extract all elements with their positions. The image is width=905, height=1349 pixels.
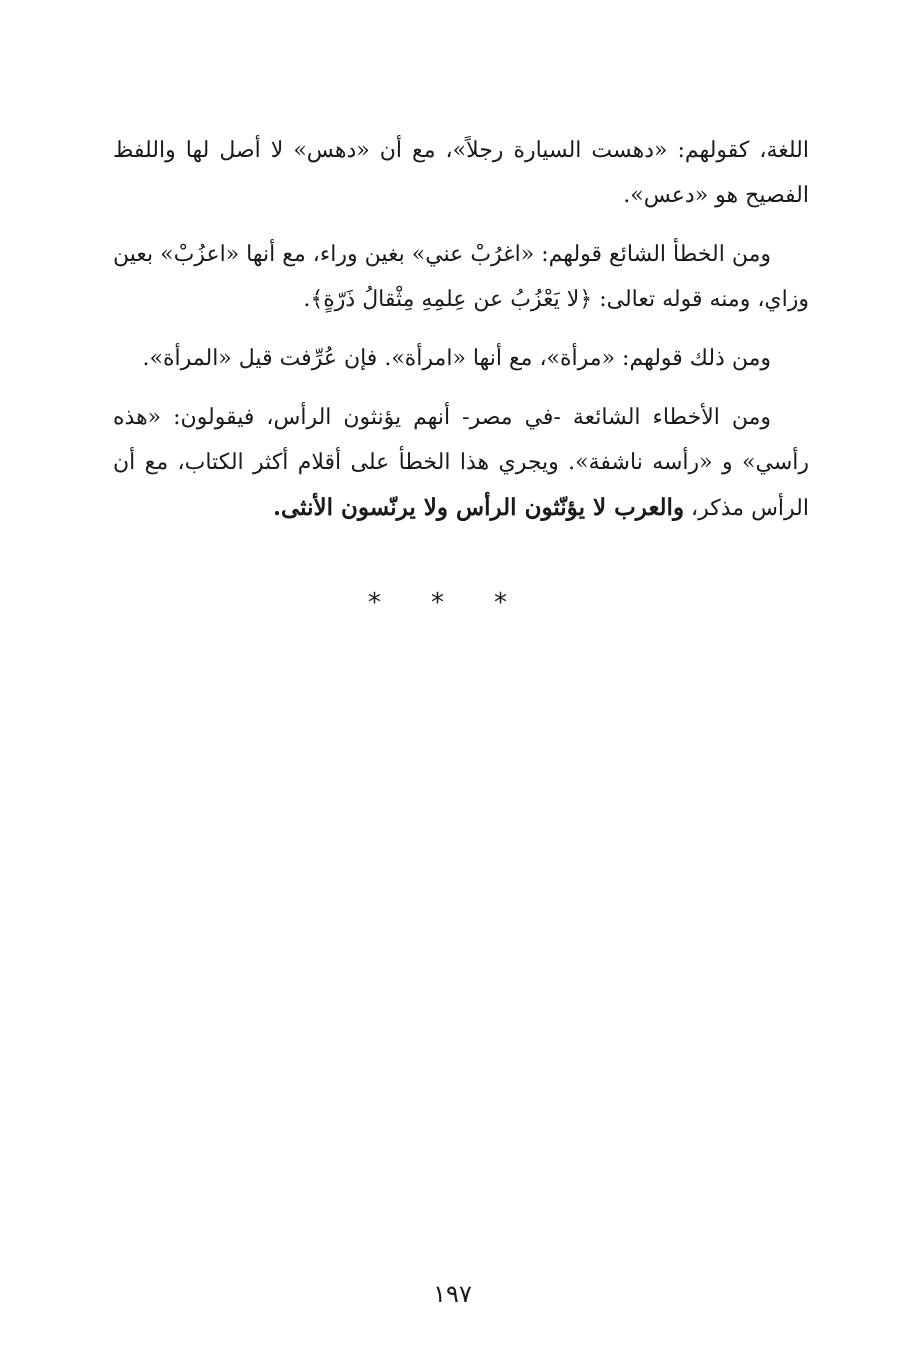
paragraph-4-text: ومن الأخطاء الشائعة -في مصر- أنهم يؤنثون الرأس، فيقولون: «هذه رأسي» و «رأسه ناشفة». ويجري هذا الخطأ على أقلام أكثر الكتاب، مع أن الرأس مذكر، [113,405,809,521]
paragraph-2: ومن الخطأ الشائع قولهم: «اغرُبْ عني» بغين وراء، مع أنها «اعزُبْ» بعين وزاي، ومنه قوله تعالى: ﴿لا يَعْزُبُ عن عِلمِهِ مِثْقالُ ذَرّةٍ﴾. [113,242,809,312]
separator-star: * [494,588,537,618]
paragraph-1: اللغة، كقولهم: «دهست السيارة رجلاً»، مع أن «دهس» لا أصل لها واللفظ الفصيح هو «دعس». [113,138,809,208]
page-body [113,128,809,545]
section-separator [0,588,905,618]
page-number: ١٩٧ [433,1280,472,1308]
separator-star: * [431,588,474,618]
paragraph-4 [113,395,809,531]
paragraph-4-bold-text: والعرب لا يؤنّثون الرأس ولا يرنّسون الأنثى. [272,494,685,521]
separator-star: * [368,588,411,618]
paragraph-3: ومن ذلك قولهم: «مرأة»، مع أنها «امرأة». فإن عُرِّفت قيل «المرأة». [142,346,771,371]
